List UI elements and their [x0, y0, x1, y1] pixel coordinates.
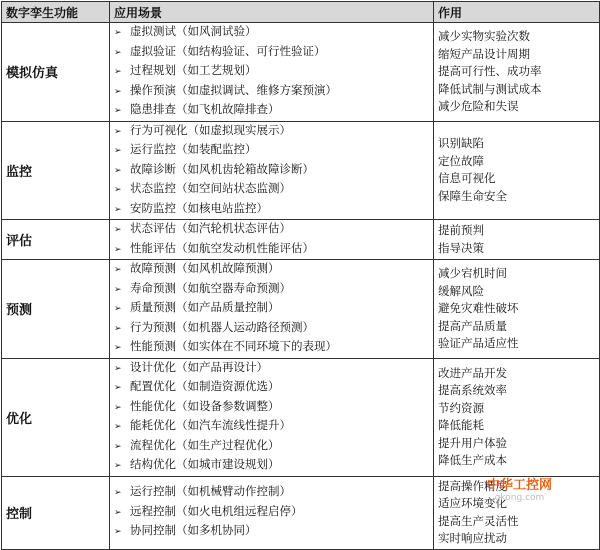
function-cell: 优化 — [2, 358, 110, 476]
scenario-item — [114, 180, 429, 200]
arrow-bullet-icon: ➢ — [114, 165, 122, 176]
scenario-item — [114, 359, 429, 379]
effect-item: 避免灾难性破坏 — [438, 301, 519, 315]
scenario-text: 状态监控（如空间站状态监测） — [130, 181, 291, 195]
arrow-bullet-icon: ➢ — [114, 304, 122, 314]
scenario-item — [114, 338, 429, 358]
arrow-bullet-icon: ➢ — [114, 383, 122, 393]
effect-item: 节约资源 — [438, 400, 484, 415]
arrow-bullet-icon: ➢ — [114, 86, 122, 97]
arrow-bullet-icon: ➢ — [114, 185, 122, 195]
watermark-cn: 中华工控网 — [487, 478, 553, 493]
scenario-item — [114, 437, 429, 457]
table-row — [2, 220, 600, 260]
scenario-item — [114, 483, 429, 503]
watermark-logo — [487, 474, 552, 503]
scenario-item — [114, 503, 429, 523]
arrow-bullet-icon: ➢ — [114, 402, 122, 413]
effect-item: 验证产品适应性 — [438, 336, 519, 350]
arrow-bullet-icon: ➢ — [114, 422, 122, 432]
scenario-item — [114, 122, 429, 142]
scenario-item — [114, 240, 429, 260]
scenario-text: 性能优化（如设备参数调整） — [130, 398, 280, 413]
scenario-text: 故障诊断（如风机齿轮箱故障诊断） — [130, 161, 314, 176]
effect-item: 提高操作精度 — [438, 478, 507, 493]
scenario-item — [114, 378, 429, 398]
scenario-item — [114, 522, 429, 542]
function-cell: 评估 — [2, 220, 110, 260]
scenario-text: 安防监控（如核电站监控） — [130, 200, 268, 215]
scenario-text: 运行控制（如机械臂动作控制） — [130, 484, 291, 499]
header-effect: 作用 — [434, 2, 600, 23]
effect-item: 信息可视化 — [438, 171, 496, 186]
arrow-bullet-icon: ➢ — [114, 67, 122, 77]
scenario-item — [114, 62, 429, 82]
scenario-item — [114, 141, 429, 161]
effect-item: 缩短产品设计周期 — [438, 46, 530, 61]
arrow-bullet-icon: ➢ — [114, 126, 122, 137]
scenario-text: 质量预测（如产品质量控制） — [130, 300, 280, 314]
table-row — [2, 358, 600, 476]
arrow-bullet-icon: ➢ — [114, 28, 122, 38]
scenario-text: 性能预测（如实体在不同环境下的表现） — [130, 339, 337, 353]
arrow-bullet-icon: ➢ — [114, 244, 122, 255]
effect-item: 指导决策 — [438, 240, 484, 255]
header-row — [2, 2, 600, 23]
arrow-bullet-icon: ➢ — [114, 343, 122, 353]
effect-item: 提高可行性、成功率 — [438, 64, 542, 78]
scenario-text: 过程规划（如工艺规划） — [130, 63, 257, 77]
effect-item: 提高系统效率 — [438, 383, 507, 397]
effect-item: 减少宕机时间 — [438, 266, 507, 280]
scenario-item — [114, 161, 429, 181]
scenario-item — [114, 23, 429, 43]
effect-cell — [434, 220, 600, 260]
scenario-text: 操作预演（如虚拟调试、维修方案预演） — [130, 82, 337, 97]
effect-item: 降低试制与测试成本 — [438, 81, 542, 96]
scenario-item — [114, 299, 429, 319]
function-cell: 模拟仿真 — [2, 23, 110, 122]
effect-item: 提升用户体验 — [438, 435, 507, 450]
effect-cell — [434, 260, 600, 359]
scenario-item — [114, 280, 429, 300]
scenario-item — [114, 82, 429, 102]
effect-item: 提前预判 — [438, 223, 484, 237]
arrow-bullet-icon: ➢ — [114, 488, 122, 499]
header-function: 数字孪生功能 — [2, 2, 110, 23]
effect-item: 提高生产灵活性 — [438, 513, 519, 528]
scenario-item — [114, 417, 429, 437]
table-row — [2, 260, 600, 359]
effect-cell — [434, 358, 600, 476]
table-row — [2, 121, 600, 220]
scenario-text: 性能评估（如航空发动机性能评估） — [130, 240, 314, 255]
scenario-text: 设计优化（如产品再设计） — [130, 359, 268, 374]
arrow-bullet-icon: ➢ — [114, 284, 122, 295]
effect-item: 减少危险和失误 — [438, 99, 519, 113]
arrow-bullet-icon: ➢ — [114, 225, 122, 235]
arrow-bullet-icon: ➢ — [114, 323, 122, 334]
effect-item: 识别缺陷 — [438, 136, 484, 151]
scenario-item — [114, 200, 429, 220]
arrow-bullet-icon: ➢ — [114, 146, 122, 156]
table-row — [2, 23, 600, 122]
scenario-cell — [110, 358, 434, 476]
arrow-bullet-icon: ➢ — [114, 47, 122, 58]
scenario-item — [114, 43, 429, 63]
effect-item: 降低能耗 — [438, 418, 484, 432]
scenario-cell — [110, 476, 434, 549]
scenario-text: 状态评估（如汽轮机状态评估） — [130, 221, 291, 235]
arrow-bullet-icon: ➢ — [114, 441, 122, 452]
effect-item: 改进产品开发 — [438, 365, 507, 380]
scenario-text: 结构优化（如城市建设规划） — [130, 457, 280, 471]
scenario-text: 故障预测（如风机故障预测） — [130, 261, 280, 275]
scenario-cell — [110, 23, 434, 122]
scenario-item — [114, 101, 429, 121]
arrow-bullet-icon: ➢ — [114, 363, 122, 374]
function-cell: 控制 — [2, 476, 110, 549]
effect-item: 适应环境变化 — [438, 496, 507, 510]
digital-twin-table — [1, 1, 600, 550]
arrow-bullet-icon: ➢ — [114, 507, 122, 518]
arrow-bullet-icon: ➢ — [114, 461, 122, 471]
scenario-text: 运行监控（如装配监控） — [130, 142, 257, 156]
effect-item: 定位故障 — [438, 153, 484, 168]
scenario-text: 寿命预测（如航空器寿命预测） — [130, 280, 291, 295]
scenario-text: 配置优化（如制造资源优选） — [130, 379, 280, 393]
effect-item: 降低生产成本 — [438, 453, 507, 467]
scenario-text: 隐患排查（如飞机故障排查） — [130, 102, 280, 116]
scenario-item — [114, 456, 429, 476]
arrow-bullet-icon: ➢ — [114, 527, 122, 538]
scenario-cell — [110, 121, 434, 220]
function-cell: 预测 — [2, 260, 110, 359]
scenario-cell — [110, 260, 434, 359]
effect-item: 减少实物实验次数 — [438, 29, 530, 43]
scenario-text: 行为可视化（如虚拟现实展示） — [130, 122, 291, 137]
scenario-text: 能耗优化（如汽车流线性提升） — [130, 418, 291, 432]
effect-cell — [434, 23, 600, 122]
header-scenario: 应用场景 — [110, 2, 434, 23]
effect-item: 缓解风险 — [438, 283, 484, 298]
scenario-text: 虚拟验证（如结构验证、可行性验证） — [130, 43, 326, 58]
scenario-item — [114, 260, 429, 280]
effect-cell — [434, 121, 600, 220]
scenario-text: 远程控制（如火电机组远程启停） — [130, 503, 303, 518]
effect-item: 保障生命安全 — [438, 188, 507, 203]
scenario-item — [114, 220, 429, 240]
watermark-en: gkong.com — [494, 493, 545, 503]
arrow-bullet-icon: ➢ — [114, 265, 122, 275]
scenario-item — [114, 319, 429, 339]
scenario-text: 流程优化（如生产过程优化） — [130, 437, 280, 452]
scenario-item — [114, 398, 429, 418]
scenario-text: 虚拟测试（如风洞试验） — [130, 24, 257, 38]
scenario-text: 行为预测（如机器人运动路径预测） — [130, 319, 314, 334]
function-cell: 监控 — [2, 121, 110, 220]
scenario-cell — [110, 220, 434, 260]
effect-item: 提高产品质量 — [438, 318, 507, 333]
effect-item: 实时响应扰动 — [438, 531, 507, 545]
arrow-bullet-icon: ➢ — [114, 204, 122, 215]
arrow-bullet-icon: ➢ — [114, 106, 122, 116]
scenario-text: 协同控制（如多机协同） — [130, 523, 257, 538]
